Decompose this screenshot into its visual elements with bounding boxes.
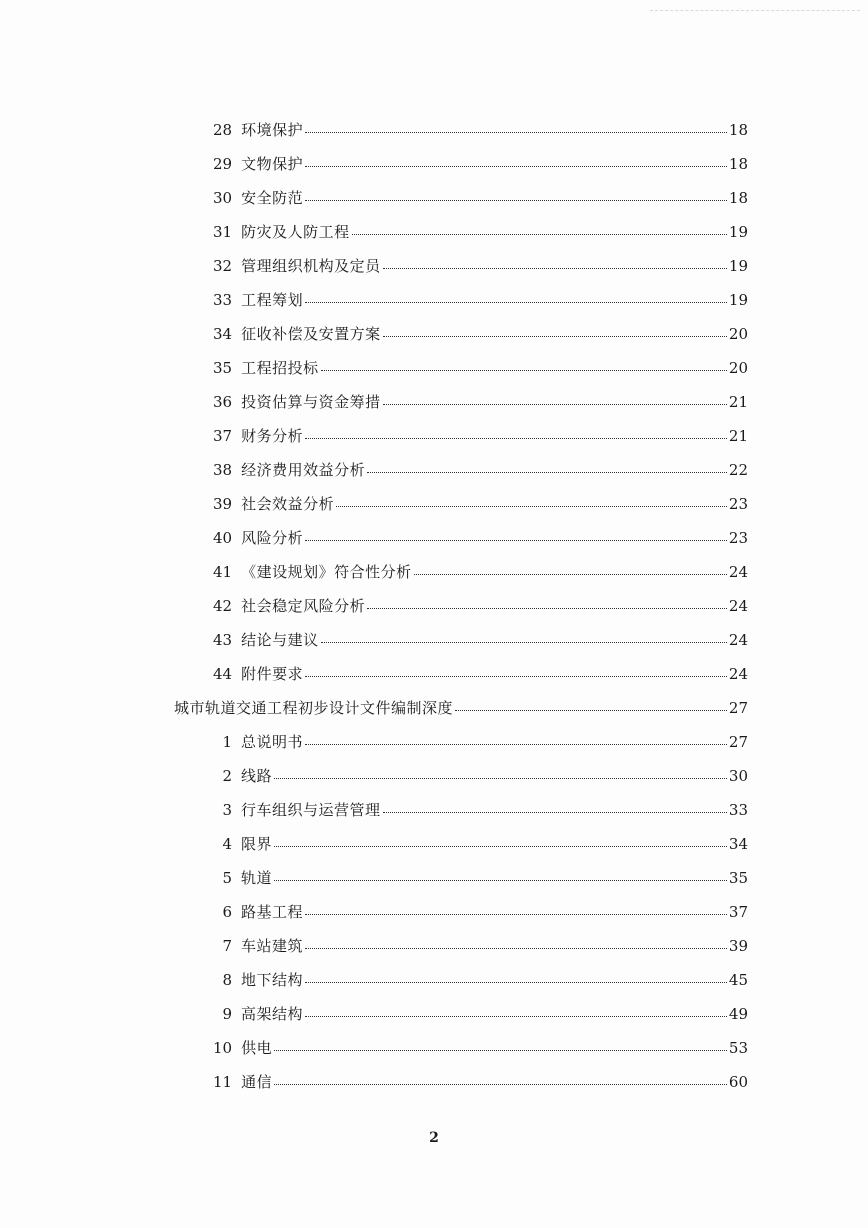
toc-item-page-number: 18 [728,121,748,139]
toc-row[interactable] [213,829,748,859]
toc-item-page-number: 27 [728,699,748,717]
toc-item-page-number: 19 [728,223,748,241]
toc-item-number: 9 [222,1005,232,1023]
toc-row[interactable] [213,931,748,961]
toc-item-number: 10 [213,1039,233,1057]
toc-item-number: 41 [213,563,233,581]
toc-item-page-number: 24 [728,665,748,683]
toc-item-title: 社会效益分析 [241,495,335,513]
toc-item-number: 34 [213,325,233,343]
toc-item-title: 车站建筑 [241,937,304,955]
toc-dot-leader [274,1032,727,1051]
toc-item-page-number: 18 [728,155,748,173]
toc-item-page-number: 30 [728,767,748,785]
toc-item-title: 通信 [241,1073,273,1091]
toc-item-number: 32 [213,257,233,275]
toc-dot-leader [383,318,727,337]
toc-dot-leader [352,216,727,235]
toc-item-number: 11 [213,1073,233,1091]
toc-item-number: 28 [213,121,233,139]
toc-dot-leader [305,284,727,303]
toc-item-title: 高架结构 [241,1005,304,1023]
toc-item-page-number: 24 [728,563,748,581]
toc-dot-leader [305,182,727,201]
toc-dot-leader [367,454,727,473]
toc-item-title: 结论与建议 [241,631,319,649]
toc-dot-leader [274,828,727,847]
toc-item-number: 31 [213,223,233,241]
toc-item-title: 管理组织机构及定员 [241,257,381,275]
toc-item-number: 36 [213,393,233,411]
toc-item-title: 财务分析 [241,427,304,445]
toc-item-number: 6 [222,903,232,921]
toc-row[interactable] [213,353,748,383]
toc-row[interactable] [213,149,748,179]
toc-dot-leader [305,114,727,133]
toc-dot-leader [274,760,727,779]
toc-row[interactable] [213,795,748,825]
toc-row[interactable] [213,557,748,587]
toc-item-title: 《建设规划》符合性分析 [241,563,412,581]
toc-item-title: 地下结构 [241,971,304,989]
toc-item-page-number: 34 [728,835,748,853]
toc-item-page-number: 33 [728,801,748,819]
toc-item-page-number: 24 [728,631,748,649]
toc-item-page-number: 45 [728,971,748,989]
toc-dot-leader [305,930,727,949]
toc-row[interactable] [213,1033,748,1063]
scan-artifact-line [650,10,860,11]
toc-row[interactable] [213,285,748,315]
toc-row[interactable] [213,659,748,689]
toc-row[interactable] [213,591,748,621]
toc-item-page-number: 23 [728,529,748,547]
toc-item-page-number: 20 [728,325,748,343]
toc-item-number: 4 [222,835,232,853]
toc-row[interactable] [213,217,748,247]
toc-row[interactable] [213,999,748,1029]
toc-row[interactable] [213,421,748,451]
toc-item-page-number: 21 [728,393,748,411]
toc-row[interactable] [213,455,748,485]
toc-item-page-number: 60 [728,1073,748,1091]
toc-item-number: 43 [213,631,233,649]
toc-item-number: 2 [222,767,232,785]
toc-item-page-number: 35 [728,869,748,887]
page-number: 2 [429,1130,439,1146]
toc-dot-leader [383,250,727,269]
toc-dot-leader [321,624,727,643]
toc-row[interactable] [213,1067,748,1097]
toc-item-page-number: 18 [728,189,748,207]
toc-item-number: 33 [213,291,233,309]
toc-dot-leader [305,420,727,439]
toc-item-title: 安全防范 [241,189,304,207]
toc-dot-leader [414,556,727,575]
toc-row[interactable] [213,965,748,995]
toc-item-page-number: 21 [728,427,748,445]
toc-item-title: 工程招投标 [241,359,319,377]
toc-item-title: 环境保护 [241,121,304,139]
toc-item-title: 总说明书 [241,733,304,751]
toc-item-number: 7 [222,937,232,955]
toc-item-page-number: 20 [728,359,748,377]
toc-dot-leader [305,726,727,745]
toc-row[interactable] [213,319,748,349]
toc-item-number: 44 [213,665,233,683]
toc-item-title: 附件要求 [241,665,304,683]
toc-item-title: 风险分析 [241,529,304,547]
toc-row[interactable] [213,387,748,417]
toc-item-title: 城市轨道交通工程初步设计文件编制深度 [174,699,454,717]
toc-item-title: 供电 [241,1039,273,1057]
toc-row[interactable] [213,523,748,553]
toc-dot-leader [305,148,727,167]
toc-item-page-number: 37 [728,903,748,921]
toc-item-title: 征收补偿及安置方案 [241,325,381,343]
toc-item-number: 30 [213,189,233,207]
toc-chapter-row[interactable] [174,693,748,723]
toc-item-title: 行车组织与运营管理 [241,801,381,819]
toc-item-page-number: 19 [728,291,748,309]
toc-item-title: 工程筹划 [241,291,304,309]
toc-item-number: 39 [213,495,233,513]
toc-item-number: 1 [222,733,232,751]
toc-item-number: 35 [213,359,233,377]
toc-row[interactable] [213,897,748,927]
toc-row[interactable] [213,489,748,519]
toc-dot-leader [455,692,727,711]
toc-item-number: 3 [222,801,232,819]
toc-dot-leader [305,998,727,1017]
toc-dot-leader [305,658,727,677]
toc-dot-leader [305,964,727,983]
toc-item-page-number: 49 [728,1005,748,1023]
toc-item-title: 路基工程 [241,903,304,921]
toc-item-title: 轨道 [241,869,273,887]
toc-item-number: 38 [213,461,233,479]
toc-item-title: 经济费用效益分析 [241,461,366,479]
toc-item-number: 42 [213,597,233,615]
toc-item-title: 限界 [241,835,273,853]
toc-item-title: 文物保护 [241,155,304,173]
toc-item-number: 5 [222,869,232,887]
toc-dot-leader [367,590,727,609]
toc-row[interactable] [213,863,748,893]
toc-dot-leader [274,862,727,881]
toc-row[interactable] [213,625,748,655]
toc-dot-leader [321,352,727,371]
toc-dot-leader [383,794,727,813]
toc-dot-leader [274,1066,727,1085]
toc-dot-leader [336,488,727,507]
toc-item-page-number: 39 [728,937,748,955]
toc-row[interactable] [213,761,748,791]
toc-item-number: 8 [222,971,232,989]
toc-item-page-number: 23 [728,495,748,513]
toc-row[interactable] [213,727,748,757]
toc-dot-leader [305,896,727,915]
toc-row[interactable] [213,183,748,213]
toc-item-page-number: 22 [728,461,748,479]
toc-row[interactable] [213,115,748,145]
toc-item-page-number: 19 [728,257,748,275]
toc-item-title: 防灾及人防工程 [241,223,350,241]
toc-item-number: 29 [213,155,233,173]
toc-item-title: 社会稳定风险分析 [241,597,366,615]
toc-item-title: 线路 [241,767,273,785]
toc-item-number: 40 [213,529,233,547]
toc-item-number: 37 [213,427,233,445]
toc-dot-leader [305,522,727,541]
toc-row[interactable] [213,251,748,281]
toc-item-title: 投资估算与资金筹措 [241,393,381,411]
toc-item-page-number: 27 [728,733,748,751]
toc-item-page-number: 53 [728,1039,748,1057]
toc-item-page-number: 24 [728,597,748,615]
toc-dot-leader [383,386,727,405]
